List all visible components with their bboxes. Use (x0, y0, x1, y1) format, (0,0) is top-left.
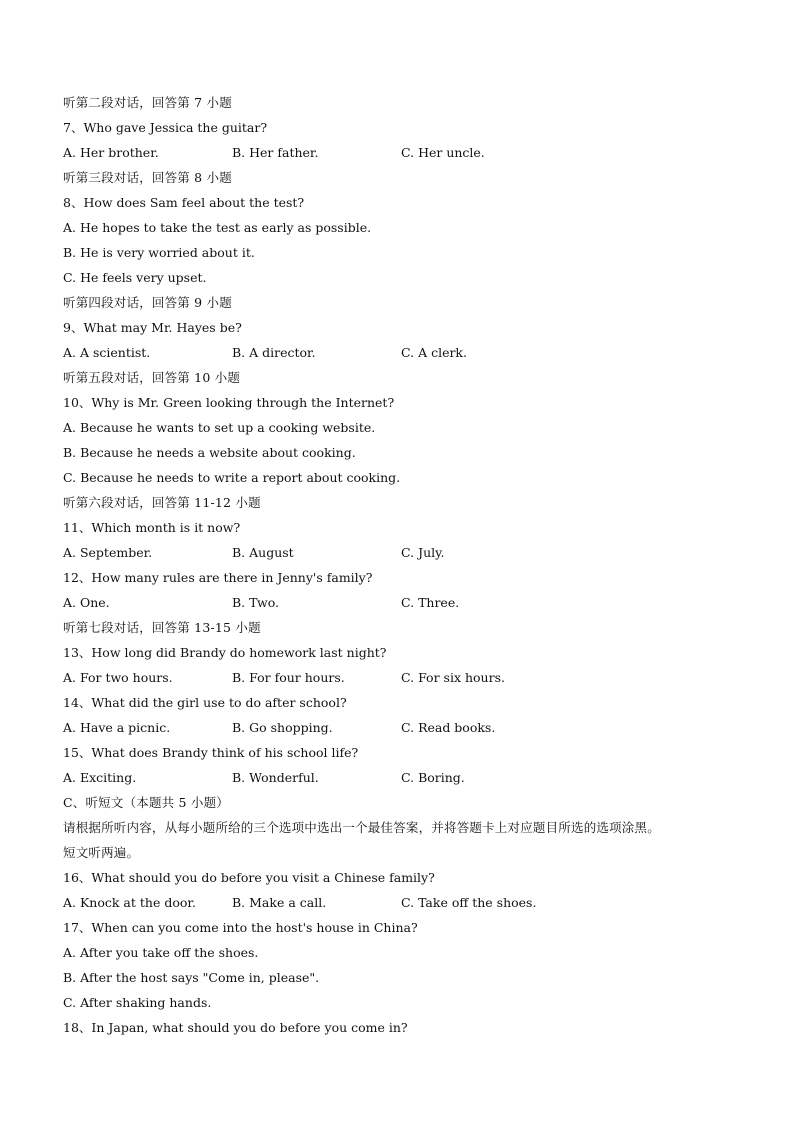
option-a: A. A scientist. (63, 345, 151, 360)
section-heading: 听第二段对话，回答第 7 小题 (63, 95, 232, 110)
question-line: 14、What did the girl use to do after school? (63, 695, 347, 710)
options-row (63, 590, 743, 615)
option-c: C. For six hours. (401, 670, 505, 685)
option-b: B. A director. (232, 345, 316, 360)
option-c: C. Take off the shoes. (401, 895, 537, 910)
section-heading: 听第四段对话，回答第 9 小题 (63, 295, 232, 310)
question-line: A. Because he wants to set up a cooking website. (63, 420, 376, 435)
option-a: A. Have a picnic. (63, 720, 171, 735)
section-heading: 短文听两遍。 (63, 845, 140, 860)
options-row (63, 540, 743, 565)
options-row (63, 715, 743, 740)
question-line: 8、How does Sam feel about the test? (63, 195, 305, 210)
option-c: C. July. (401, 545, 445, 560)
section-heading: 听第七段对话，回答第 13-15 小题 (63, 620, 261, 635)
option-b: B. Two. (232, 595, 280, 610)
section-heading: C、听短文（本题共 5 小题） (63, 795, 229, 810)
question-line: 10、Why is Mr. Green looking through the Internet? (63, 395, 395, 410)
options-row (63, 140, 743, 165)
option-b: B. Go shopping. (232, 720, 333, 735)
option-c: C. Three. (401, 595, 460, 610)
question-line: 18、In Japan, what should you do before you come in? (63, 1020, 408, 1035)
question-line: B. After the host says "Come in, please". (63, 970, 320, 985)
options-row (63, 665, 743, 690)
question-line: B. He is very worried about it. (63, 245, 255, 260)
question-line: 15、What does Brandy think of his school life? (63, 745, 359, 760)
option-a: A. September. (63, 545, 153, 560)
question-line: 11、Which month is it now? (63, 520, 241, 535)
question-line: C. After shaking hands. (63, 995, 212, 1010)
option-a: A. Exciting. (63, 770, 137, 785)
options-row (63, 340, 743, 365)
question-line: 7、Who gave Jessica the guitar? (63, 120, 268, 135)
option-a: A. One. (63, 595, 110, 610)
question-line: A. He hopes to take the test as early as possible. (63, 220, 372, 235)
option-a: A. Knock at the door. (63, 895, 196, 910)
question-line: 16、What should you do before you visit a Chinese family? (63, 870, 435, 885)
options-row (63, 765, 743, 790)
option-c: C. Read books. (401, 720, 496, 735)
question-line: 17、When can you come into the host's house in China? (63, 920, 418, 935)
question-line: A. After you take off the shoes. (63, 945, 259, 960)
option-a: A. Her brother. (63, 145, 159, 160)
question-line: C. Because he needs to write a report about cooking. (63, 470, 401, 485)
option-a: A. For two hours. (63, 670, 173, 685)
section-heading: 听第六段对话，回答第 11-12 小题 (63, 495, 261, 510)
question-line: C. He feels very upset. (63, 270, 207, 285)
option-c: C. Boring. (401, 770, 465, 785)
option-b: B. Make a call. (232, 895, 327, 910)
options-row (63, 890, 743, 915)
option-b: B. Wonderful. (232, 770, 319, 785)
question-line: 13、How long did Brandy do homework last night? (63, 645, 387, 660)
option-c: C. A clerk. (401, 345, 467, 360)
option-c: C. Her uncle. (401, 145, 485, 160)
option-b: B. August (232, 545, 294, 560)
option-b: B. Her father. (232, 145, 319, 160)
section-heading: 请根据所听内容，从每小题所给的三个选项中选出一个最佳答案，并将答题卡上对应题目所选的选项涂黑。 (63, 820, 660, 835)
section-heading: 听第五段对话，回答第 10 小题 (63, 370, 241, 385)
document-page (63, 90, 743, 1040)
question-line: B. Because he needs a website about cooking. (63, 445, 356, 460)
option-b: B. For four hours. (232, 670, 345, 685)
question-line: 9、What may Mr. Hayes be? (63, 320, 242, 335)
question-line: 12、How many rules are there in Jenny's family? (63, 570, 373, 585)
section-heading: 听第三段对话，回答第 8 小题 (63, 170, 232, 185)
